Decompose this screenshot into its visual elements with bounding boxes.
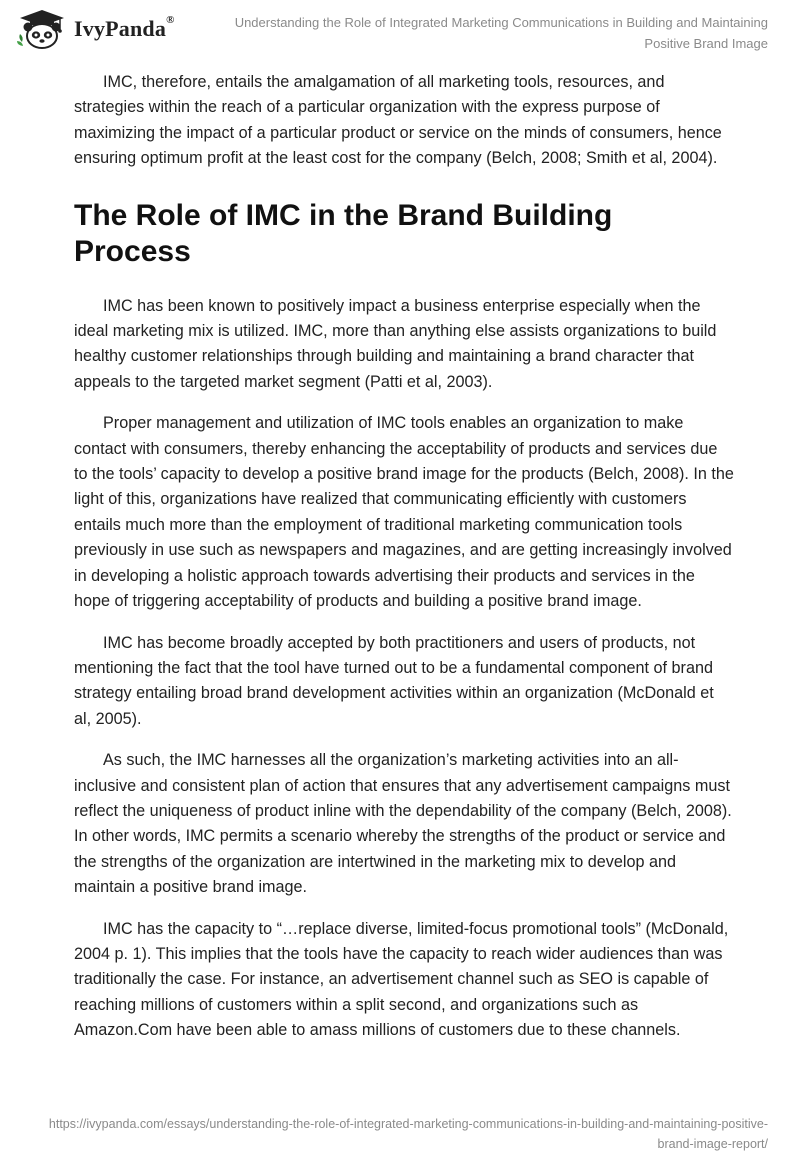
panda-graduate-icon — [16, 8, 68, 50]
intro-paragraph: IMC, therefore, entails the amalgamation of all marketing tools, resources, and strategies within the reach of a particular organization with the express purpose of maximizing the impact of a particular product or service on the minds of consumers, hence ensuring optimum profit at the least cost for the company (Belch, 2008; Smith et al, 2004). — [74, 73, 722, 168]
ivypanda-logo[interactable] — [16, 8, 175, 50]
body-paragraph: IMC has become broadly accepted by both practitioners and users of products, not mentioning the fact that the tool have turned out to be a fundamental component of brand strategy entailing broad brand development activities within an organization (McDonald et al, 2005). — [74, 633, 714, 728]
registered-mark: ® — [166, 14, 175, 26]
document-title: Understanding the Role of Integrated Marketing Communications in Building and Maintaining Positive Brand Image — [234, 15, 768, 51]
section-heading: The Role of IMC in the Brand Building Process — [74, 198, 613, 268]
body-paragraph: As such, the IMC harnesses all the organization’s marketing activities into an all-inclusive and consistent plan of action that ensures that any advertisement campaigns must reflect the uniqueness of product inline with the dependability of the company (Belch, 2008). In other words, IMC permits a scenario whereby the strengths of the product or service and the strengths of the organization are intertwined in the marketing mix to develop and maintain a positive brand image. — [74, 751, 732, 897]
body-paragraph: Proper management and utilization of IMC tools enables an organization to make contact with consumers, thereby enhancing the acceptability of products and services due to the tools’ capacity to develop a positive brand image for the products (Belch, 2008). In the light of this, organizations have realized that communicating efficiently with customers entails much more than the employment of traditional marketing communication tools previously in use such as newspapers and magazines, and are getting increasingly involved in developing a holistic approach towards advertising their products and services in the hope of triggering acceptability of products and building a positive brand image. — [74, 414, 734, 611]
source-url[interactable]: https://ivypanda.com/essays/understanding-the-role-of-integrated-marketing-communications-in-building-and-maintaining-positive-brand-image-report/ — [48, 1117, 768, 1151]
logo-wordmark — [74, 16, 175, 42]
essay-content — [74, 70, 734, 1060]
body-paragraph: IMC has the capacity to “…replace diverse, limited-focus promotional tools” (McDonald, 2004 p. 1). This implies that the tools have the capacity to reach wider audiences than was traditionally the case. For instance, an advertisement channel such as SEO is capable of reaching millions of customers within a split second, and organizations such as Amazon.Com have been able to amass millions of customers due to these channels. — [74, 919, 729, 1040]
body-paragraph: IMC has been known to positively impact a business enterprise especially when the ideal marketing mix is utilized. IMC, more than anything else assists organizations to build healthy customer relationships through building and maintaining a brand character that appeals to the targeted market segment (Patti et al, 2003). — [74, 296, 717, 391]
logo-name: IvyPanda — [74, 16, 167, 41]
page-header — [0, 0, 800, 60]
